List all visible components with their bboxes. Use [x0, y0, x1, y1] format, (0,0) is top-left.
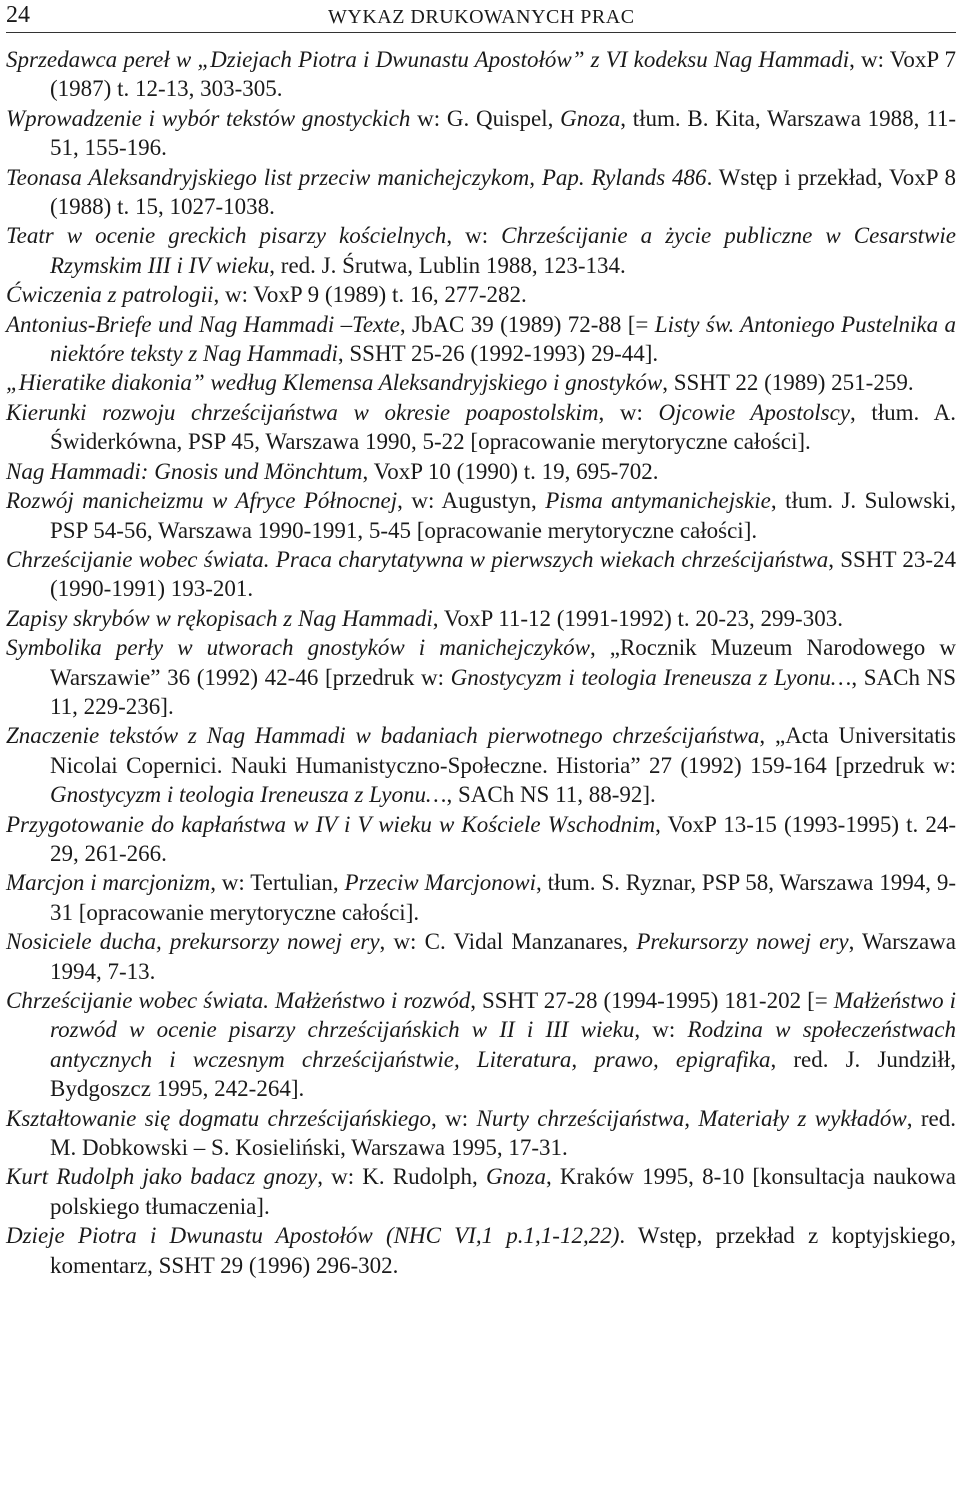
entry-title-text: Przeciw Marcjonowi	[344, 870, 537, 896]
entry-citation-text: , Kraków 1995, 8-10 [konsultacja naukowa polskiego tłumaczenia].	[50, 1164, 956, 1219]
entry-citation-text: , SACh NS 11, 88-92].	[446, 782, 656, 808]
bibliography-entry	[6, 721, 956, 809]
entry-title-text: Wprowadzenie i wybór tekstów gnostyckich	[6, 105, 411, 131]
bibliography-entry	[6, 868, 956, 927]
bibliography-list	[6, 45, 956, 1280]
bibliography-entry	[6, 1221, 956, 1280]
entry-title-text: Ćwiczenia z patrologii	[6, 282, 214, 308]
entry-citation-text: , w: VoxP 7 (1987) t. 12-13, 303-305.	[50, 47, 956, 102]
entry-citation-text: , „Rocznik Muzeum Narodowego w Warszawie” 36 (1992) 42-46 [przedruk w:	[50, 635, 956, 690]
entry-citation-text: , SSHT 23-24 (1990-1991) 193-201.	[50, 546, 956, 602]
entry-citation-text: , „Acta Universitatis Nicolai Copernici. Nauki Humanistyczno-Społeczne. Historia” 27 (1992) 159-164 [przedruk w:	[50, 723, 956, 778]
bibliography-entry	[6, 398, 956, 457]
entry-title-text: Dzieje Piotra i Dwunastu Apostołów (NHC VI,1 p.1,1-12,22)	[6, 1223, 620, 1249]
entry-title-text: Listy św. Antoniego Pustelnika a niektóre teksty z Nag Hammadi	[50, 311, 956, 367]
entry-citation-text: , red. J. Jundziłł, Bydgoszcz 1995, 242-264].	[50, 1046, 957, 1102]
entry-title-text: Prekursorzy nowej ery	[636, 929, 849, 955]
entry-title-text: Kształtowanie się dogmatu chrześcijańskiego	[6, 1105, 432, 1131]
entry-citation-text: , w: VoxP 9 (1989) t. 16, 277-282.	[213, 282, 527, 308]
entry-title-text: Gnostycyzm i teologia Ireneusza z Lyonu…	[450, 664, 852, 690]
entry-title-text: Pisma antymanichejskie	[545, 488, 771, 514]
entry-citation-text: , red. M. Dobkowski – S. Kosieliński, Warszawa 1995, 17-31.	[50, 1105, 957, 1161]
page-number: 24	[6, 2, 30, 28]
entry-citation-text: , w: K. Rudolph,	[317, 1164, 486, 1190]
entry-citation-text: , SSHT 22 (1989) 251-259.	[662, 370, 914, 396]
entry-citation-text: . Wstęp i przekład, VoxP 8 (1988) t. 15, 1027-1038.	[50, 164, 957, 220]
header-rule	[6, 32, 956, 33]
bibliography-entry	[6, 810, 956, 869]
entry-title-text: Sprzedawca pereł w „Dziejach Piotra i Dwunastu Apostołów” z VI kodeksu Nag Hammadi	[6, 47, 850, 72]
entry-citation-text: , w: Augustyn,	[397, 488, 546, 514]
entry-citation-text: , w:	[598, 399, 659, 425]
entry-title-text: Nurty chrześcijaństwa, Materiały z wykładów	[476, 1105, 907, 1131]
bibliography-entry	[6, 368, 956, 397]
entry-citation-text: , JbAC 39 (1989) 72-88 [=	[399, 311, 655, 337]
entry-citation-text: , w:	[446, 223, 502, 249]
entry-citation-text: , tłum. J. Sulowski, PSP 54-56, Warszawa 1990-1991, 5-45 [opracowanie merytoryczne całości].	[50, 488, 956, 543]
entry-citation-text: . Wstęp, przekład z koptyjskiego, komentarz, SSHT 29 (1996) 296-302.	[50, 1223, 956, 1278]
entry-title-text: Nosiciele ducha, prekursorzy nowej ery	[6, 929, 380, 955]
bibliography-entry	[6, 486, 956, 545]
entry-citation-text: , SSHT 27-28 (1994-1995) 181-202 [=	[470, 988, 834, 1013]
bibliography-entry	[6, 927, 956, 986]
entry-title-text: Znaczenie tekstów z Nag Hammadi w badaniach pierwotnego chrześcijaństwa	[6, 723, 760, 749]
bibliography-entry	[6, 545, 956, 604]
entry-citation-text: , w: Tertulian,	[210, 870, 345, 896]
entry-title-text: Gnoza	[560, 105, 621, 131]
entry-citation-text: , tłum. S. Ryznar, PSP 58, Warszawa 1994, 9-31 [opracowanie merytoryczne całości].	[50, 870, 956, 925]
entry-citation-text: , w:	[431, 1105, 477, 1131]
entry-citation-text: , w: C. Vidal Manzanares,	[379, 929, 637, 955]
entry-citation-text: w: G. Quispel,	[410, 105, 561, 131]
entry-title-text: Chrześcijanie wobec świata. Praca charytatywna w pierwszych wiekach chrześcijaństwa	[6, 546, 829, 572]
bibliography-entry	[6, 604, 956, 633]
entry-citation-text: , w:	[634, 1017, 688, 1043]
bibliography-entry	[6, 221, 956, 280]
entry-citation-text: , VoxP 11-12 (1991-1992) t. 20-23, 299-303.	[432, 605, 843, 631]
entry-title-text: Nag Hammadi: Gnosis und Mönchtum	[6, 458, 363, 484]
bibliography-entry	[6, 280, 956, 309]
entry-title-text: Ojcowie Apostolscy	[658, 399, 851, 425]
entry-title-text: Gnostycyzm i teologia Ireneusza z Lyonu…	[50, 782, 447, 808]
entry-title-text: Gnoza	[485, 1164, 546, 1190]
bibliography-entry	[6, 310, 956, 369]
entry-citation-text: , SSHT 25-26 (1992-1993) 29-44].	[337, 341, 659, 367]
entry-citation-text: , tłum. B. Kita, Warszawa 1988, 11-51, 155-196.	[50, 105, 956, 161]
bibliography-entry	[6, 457, 956, 486]
entry-title-text: Rozwój manicheizmu w Afryce Północnej	[6, 488, 398, 514]
bibliography-entry	[6, 1104, 956, 1163]
bibliography-entry	[6, 163, 956, 222]
entry-title-text: Kurt Rudolph jako badacz gnozy	[6, 1164, 318, 1190]
entry-citation-text: , SACh NS 11, 229-236].	[50, 664, 956, 719]
entry-title-text: Rodzina w społeczeństwach antycznych i wczesnym chrześcijaństwie, Literatura, prawo, epigrafika	[50, 1017, 957, 1072]
entry-title-text: Teatr w ocenie greckich pisarzy kościelnych	[6, 223, 447, 249]
entry-citation-text: , VoxP 13-15 (1993-1995) t. 24-29, 261-266.	[50, 811, 956, 866]
bibliography-entry	[6, 104, 956, 163]
running-head: WYKAZ DRUKOWANYCH PRAC	[328, 6, 635, 28]
entry-citation-text: , tłum. A. Świderkówna, PSP 45, Warszawa 1990, 5-22 [opracowanie merytoryczne całości].	[50, 399, 956, 455]
page-header	[6, 0, 956, 34]
entry-title-text: Teonasa Aleksandryjskiego list przeciw manichejczykom, Pap. Rylands 486	[6, 164, 707, 190]
entry-title-text: „Hieratike diakonia” według Klemensa Aleksandryjskiego i gnostyków	[6, 370, 663, 396]
bibliography-entry	[6, 1162, 956, 1221]
entry-title-text: Małżeństwo i rozwód w ocenie pisarzy chrześcijańskich w II i III wieku	[50, 988, 956, 1043]
entry-title-text: Chrześcijanie wobec świata. Małżeństwo i rozwód	[6, 988, 471, 1013]
bibliography-entry	[6, 633, 956, 721]
bibliography-entry	[6, 986, 956, 1104]
entry-citation-text: , red. J. Śrutwa, Lublin 1988, 123-134.	[269, 252, 626, 278]
entry-title-text: Antonius-Briefe und Nag Hammadi –Texte	[6, 311, 400, 337]
entry-title-text: Marcjon i marcjonizm	[6, 870, 211, 896]
entry-citation-text: , Warszawa 1994, 7-13.	[50, 929, 956, 984]
entry-title-text: Symbolika perły w utworach gnostyków i manichejczyków	[6, 635, 590, 661]
bibliography-entry	[6, 45, 956, 104]
entry-title-text: Chrześcijanie a życie publiczne w Cesarstwie Rzymskim III i IV wieku	[50, 223, 956, 278]
entry-title-text: Przygotowanie do kapłaństwa w IV i V wieku w Kościele Wschodnim	[6, 811, 656, 837]
entry-title-text: Kierunki rozwoju chrześcijaństwa w okresie poapostolskim	[6, 399, 599, 425]
entry-title-text: Zapisy skrybów w rękopisach z Nag Hammadi	[6, 605, 433, 631]
entry-citation-text: , VoxP 10 (1990) t. 19, 695-702.	[362, 458, 659, 484]
